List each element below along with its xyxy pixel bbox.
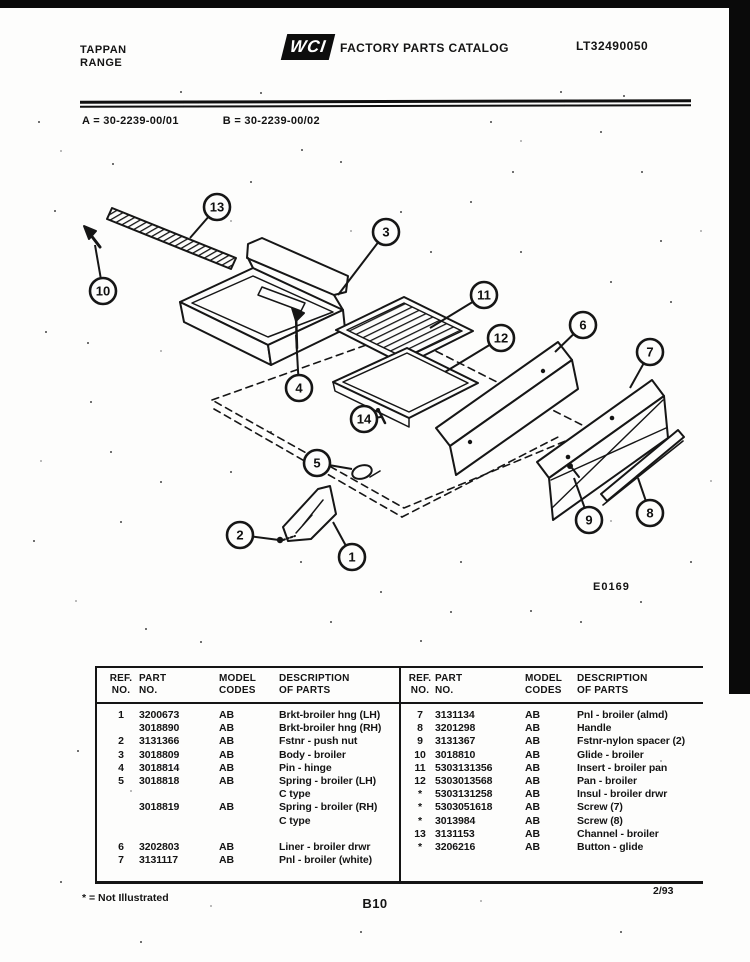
cell-ref: * (418, 788, 422, 801)
cell-part: 3200673 (139, 709, 180, 721)
cell-model: AB (219, 735, 234, 748)
table-row (97, 735, 399, 748)
callout-8 (637, 478, 663, 526)
parts-table-right (401, 668, 703, 881)
parts-table-left (97, 668, 401, 881)
cell-model: AB (525, 841, 540, 854)
cell-desc: Handle (577, 722, 612, 735)
brand-line2: RANGE (80, 57, 123, 69)
cell-ref: * (418, 801, 422, 814)
table-body (401, 704, 703, 854)
brand-block (80, 44, 127, 70)
cell-ref: 12 (414, 775, 426, 788)
cell-part: 3013984 (435, 814, 476, 827)
cell-desc: Liner - broiler drwr (279, 840, 371, 853)
column-header: REF. NO. (109, 673, 133, 696)
svg-text:2: 2 (236, 527, 244, 543)
issue-date: 2/93 (653, 885, 674, 897)
svg-text:9: 9 (585, 512, 593, 528)
cell-desc: Screw (7) (577, 801, 623, 814)
cell-part: 3018890 (139, 722, 180, 735)
brand-line1: TAPPAN (80, 44, 127, 56)
table-row (401, 788, 703, 801)
cell-desc: Spring - broiler (RH) C type (279, 801, 378, 827)
cell-desc: Glide - broiler (577, 748, 644, 761)
table-header (401, 668, 703, 704)
cell-model: AB (219, 709, 234, 721)
part-bracket-hinge (283, 486, 336, 541)
table-row (97, 709, 399, 722)
cell-desc: Brkt-broiler hng (RH) (279, 722, 382, 735)
part-spring-broiler (350, 463, 380, 482)
svg-text:10: 10 (95, 283, 111, 299)
not-illustrated-note: * = Not Illustrated (82, 892, 169, 904)
cell-model: AB (525, 788, 540, 801)
cell-ref: * (418, 814, 422, 827)
table-row (401, 722, 703, 735)
cell-part: 5303131258 (435, 788, 493, 801)
cell-part: 3131117 (139, 854, 179, 867)
cell-desc: Channel - broiler (577, 827, 659, 840)
wci-logo-text: WCI (288, 37, 328, 56)
cell-model: AB (219, 854, 234, 867)
column-header: MODEL CODES (525, 673, 563, 696)
cell-part: 3201298 (435, 722, 476, 735)
callout-13 (190, 194, 230, 238)
table-body (97, 704, 399, 867)
cell-model: AB (219, 840, 234, 853)
cell-model: AB (219, 722, 234, 735)
cell-part: 3131367 (435, 735, 476, 748)
model-b: B = 30-2239-00/02 (222, 115, 320, 127)
cell-ref: 6 (118, 840, 124, 853)
table-row (97, 749, 399, 762)
svg-text:13: 13 (209, 199, 225, 215)
cell-part: 3206216 (435, 841, 476, 854)
cell-ref: 10 (414, 748, 426, 761)
cell-desc: Insert - broiler pan (577, 761, 668, 774)
cell-part: 5303131356 (435, 761, 493, 774)
cell-part: 5303051618 (435, 801, 493, 814)
svg-text:8: 8 (646, 505, 654, 521)
figure-code: E0169 (593, 581, 630, 593)
cell-ref: 11 (414, 761, 426, 774)
scan-right-edge (729, 0, 750, 694)
cell-ref: 7 (417, 709, 423, 721)
column-header: PART NO. (139, 673, 167, 696)
cell-model: AB (219, 748, 234, 761)
cell-part: 3131366 (139, 735, 180, 748)
model-numbers (82, 115, 320, 127)
cell-desc: Pin - hinge (279, 761, 332, 774)
table-row (401, 841, 703, 854)
svg-text:12: 12 (493, 330, 509, 346)
cell-ref: * (418, 841, 422, 854)
callout-10 (90, 245, 116, 304)
header-rule-top (80, 99, 691, 104)
part-screw-10 (84, 226, 100, 247)
callout-7 (630, 339, 663, 388)
cell-desc: Pnl - broiler (white) (279, 854, 372, 867)
callout-11 (430, 282, 497, 328)
cell-model: AB (525, 722, 540, 735)
cell-part: 3018809 (139, 748, 180, 761)
svg-text:4: 4 (295, 380, 303, 396)
cell-desc: Fstnr-nylon spacer (2) (577, 735, 686, 748)
table-row (97, 801, 399, 827)
cell-desc: Pnl - broiler (almd) (577, 709, 668, 721)
cell-desc: Insul - broiler drwr (577, 788, 668, 801)
cell-desc: Body - broiler (279, 748, 346, 761)
callout-3 (338, 219, 399, 295)
table-row (401, 762, 703, 775)
cell-model: AB (219, 775, 234, 788)
cell-ref: 7 (118, 854, 124, 867)
cell-part: 3018810 (435, 748, 476, 761)
svg-text:1: 1 (348, 549, 356, 565)
table-row (401, 735, 703, 748)
svg-text:14: 14 (356, 411, 372, 427)
table-row (97, 841, 399, 854)
table-row (401, 775, 703, 788)
cell-ref (103, 801, 139, 827)
column-header: PART NO. (435, 673, 463, 696)
column-header: MODEL CODES (219, 673, 257, 696)
cell-desc: Spring - broiler (LH) C type (279, 775, 377, 801)
cell-part: 3018818 (139, 775, 180, 788)
cell-model: AB (525, 748, 540, 761)
cell-model: AB (525, 801, 540, 814)
table-row (401, 828, 703, 841)
cell-part: 3018819 (139, 801, 180, 814)
callout-6 (555, 312, 596, 352)
cell-model: AB (525, 827, 540, 840)
table-row (401, 749, 703, 762)
wci-logo-icon (281, 34, 335, 60)
cell-part: 5303013568 (435, 775, 493, 788)
column-header: REF. NO. (408, 673, 432, 696)
svg-text:3: 3 (382, 224, 390, 240)
catalog-title: FACTORY PARTS CATALOG (340, 41, 509, 55)
cell-desc: Screw (8) (577, 814, 623, 827)
cell-ref: 3 (118, 748, 124, 761)
svg-text:5: 5 (313, 455, 321, 471)
page-code: B10 (362, 896, 388, 911)
cell-desc: Fstnr - push nut (279, 735, 358, 748)
column-header: DESCRIPTION OF PARTS (577, 673, 648, 696)
cell-ref (103, 722, 139, 735)
cell-ref: 2 (118, 735, 124, 748)
svg-text:11: 11 (477, 287, 491, 303)
table-row (97, 722, 399, 735)
cell-model: AB (525, 735, 540, 748)
cell-part: 3131153 (435, 827, 475, 840)
cell-ref: 1 (118, 709, 124, 721)
table-row (401, 815, 703, 828)
svg-text:6: 6 (579, 317, 587, 333)
cell-ref: 5 (118, 775, 124, 788)
table-header (97, 668, 399, 704)
cell-part: 3202803 (139, 840, 180, 853)
callout-5 (304, 450, 352, 476)
table-row (97, 762, 399, 775)
scan-top-edge (0, 0, 750, 8)
table-row (97, 854, 399, 867)
cell-desc: Button - glide (577, 841, 644, 854)
cell-model: AB (525, 761, 540, 774)
table-row (401, 709, 703, 722)
cell-ref: 8 (417, 722, 423, 735)
cell-desc: Brkt-broiler hng (LH) (279, 709, 381, 721)
cell-ref: 4 (118, 761, 124, 774)
cell-model: AB (525, 709, 540, 721)
header-rule-bottom (80, 104, 691, 108)
table-row (97, 775, 399, 801)
model-a: A = 30-2239-00/01 (82, 115, 179, 127)
scan-noise (0, 0, 2, 2)
cell-part: 3131134 (435, 709, 475, 721)
exploded-parts-diagram (60, 150, 700, 620)
svg-text:7: 7 (646, 344, 654, 360)
cell-desc: Pan - broiler (577, 775, 637, 788)
callout-2 (227, 522, 279, 548)
cell-ref: 13 (414, 827, 426, 840)
table-row (401, 801, 703, 814)
callout-1 (333, 522, 365, 570)
cell-model: AB (525, 775, 540, 788)
document-number: LT32490050 (576, 39, 649, 53)
column-header: DESCRIPTION OF PARTS (279, 673, 350, 696)
cell-model: AB (219, 761, 234, 774)
parts-table (95, 666, 703, 884)
cell-ref: 9 (417, 735, 423, 748)
cell-part: 3018814 (139, 761, 180, 774)
cell-model: AB (525, 814, 540, 827)
cell-model: AB (219, 801, 234, 814)
